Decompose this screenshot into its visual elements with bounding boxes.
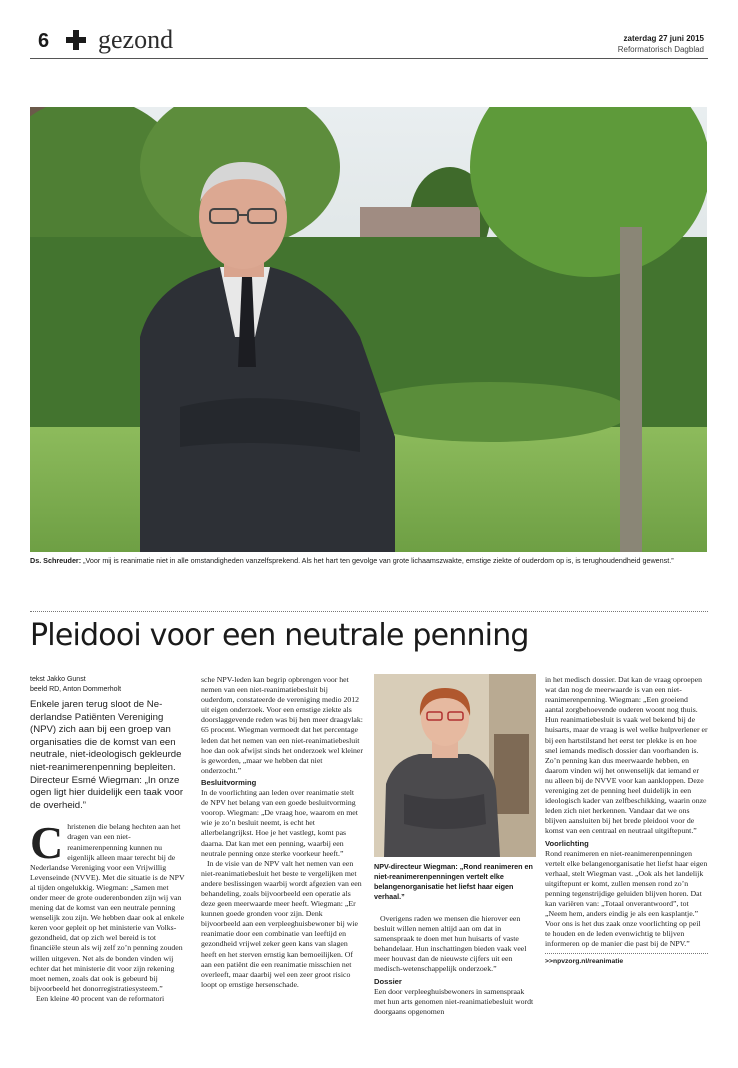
drop-cap: C — [30, 817, 64, 869]
column-2 — [201, 675, 363, 990]
subheading-besluitvorming: Besluitvorming — [201, 777, 257, 787]
column-1 — [30, 675, 186, 1004]
paragraph: In de visie van de NPV valt het nemen van een niet-reanimatiebesluit het beste te vergelijken met andere beslissingen waarbij wordt afgezien van een behandeling, zoals bijvoorbeeld een operatie als deze geen meerwaarde meer heeft. Wiegman: „Er kunnen goede gronden voor zijn. Denk bijvoorbeeld aan een verpleeghuisbewoner bij wie reanimatie door een combinatie van leeftijd en gezondheid vrijwel zeker geen kans van slagen heeft en het sterven ernstig kan bemoeilijken. Of aan een patiënt die een reanimatie misschien net overleeft, maar daarbij wel een zeer groot risico loopt op ernstige hersenschade. — [201, 858, 362, 989]
paragraph: hristenen die belang hechten aan het dragen van een niet-reanimerenpenning kunnen nu eigenlijk alleen maar terecht bij de Nederlandse Vereniging voor een Vrijwillig Levenseinde (NVVE). Met die situatie is de NPV al tijden ongelukkig. Wiegman: „Samen met onder meer de grote ouderenbonden zijn wij van mening dat de komst van een neutrale penning wenselijk zou zijn. We hebben daar ook al enkele keren voor gepleit op het ministerie van Volksgezondheid, dat op zich wel bereid is tot financiële steun als wij zelf zo’n penning zouden willen uitgeven. Net als de bonden vinden wij echter dat het ministerie dit voor zijn rekening moet nemen, zoals dat ook is gebeurd bij bijvoorbeeld het donorregistratiesysteem.” — [30, 822, 185, 993]
article-headline: Pleidooi voor een neutrale penning — [30, 618, 529, 653]
photo-caption — [30, 556, 708, 566]
plus-icon — [66, 30, 86, 50]
issue-date: zaterdag 27 juni 2015 — [623, 34, 704, 43]
portrait-photo — [374, 674, 536, 857]
page-number: 6 — [38, 30, 50, 52]
paragraph: Een kleine 40 procent van de reformatori — [36, 993, 165, 1003]
website-link[interactable]: >>npvzorg.nl/reanimatie — [545, 957, 624, 965]
paragraph: sche NPV-leden kan begrip opbrengen voor het nemen van een niet-reanimatiebesluit bij ouderdom, constateerde de vereniging medio 2012 uit eigen onderzoek. Voor een ernstige ziekte als doorslaggevende reden was bij hen meer draagvlak: 65 procent. Wiegman vermoedt dat het percentage leden dat het nemen van een niet-reanimatiebesluit hoe dan ook afwijst sinds het onderzoek wel kleiner is geworden, „maar we hebben dat niet onderzocht.” — [201, 675, 363, 775]
subheading-voorlichting: Voorlichting — [545, 838, 589, 848]
paragraph: In de voorlichting aan leden over reanimatie stelt de NPV het belang van een goede besluitvorming voorop. Wiegman: „De vraag hoe, waarom en met wie je zo’n besluit neemt, is echt het allerbelangrijkst. Hoe je het vastlegt, komt pas daarna. Dat kan met een penning, waarbij een neutrale penning onze sterke voorkeur heeft.” — [201, 788, 358, 858]
caption-speaker: Ds. Schreuder: — [30, 556, 82, 565]
caption-text: „Voor mij is reanimatie niet in alle omstandigheden vanzelfsprekend. Als het hart ten gevolge van grote lichaamszwakte, emstige ziekte of ouderdom op is, is terughoudendheid gewenst.” — [81, 556, 674, 565]
column-3 — [374, 914, 537, 1017]
main-photo — [30, 107, 707, 552]
paragraph: Rond reanimeren en niet-reanimerenpenningen vertelt elke belangenorganisatie het liefst haar eigen verhaal, stelt Wiegman vast. „Ook als het landelijk uitgiftepunt er komt, zullen mensen rond zo’n penning tegenstrijdige geluiden blijven horen. Dat kan variëren van: „Totaal onverantwoord”, tot „Neem hem, anders eindig je als een kasplantje.” Voor ons is het dus zaak onze voorlichting op peil te houden en de leden evenwichtig te blijven informeren op de manier die past bij de NPV.” — [545, 848, 708, 949]
section-divider — [30, 611, 708, 612]
paragraph: in het medisch dossier. Dat kan de vraag oproepen wat dan nog de meerwaarde is van een niet-reanimerenpenning. Wiegman: „Een groeiend aantal zorgbehoevende ouderen woont nog thuis. Hun reanimatiebesluit is vaak wel bekend bij de huisarts, maar de vraag is wel welke hulpverlener er bij een hartstilstand het eerst ter plekke is en hoe snel iemands medisch dossier dan voorhanden is. Zo’n penning kan dus meerwaarde hebben, en daarom vinden wij het onwenselijk dat iemand er nu alleen bij de NVVE voor kan aankloppen. Deze vereniging zet de penning heel duidelijk in een ideologisch kader van zelfbeschikking, waarin onze leden zich niet herkennen. Vandaar dat we ons blijven aansluiten bij het brede pleidooi voor de komst van een centraal en neutraal uitgiftepunt.” — [545, 675, 708, 836]
credit-image: beeld RD, Anton Dommerholt — [30, 686, 122, 693]
header-rule — [30, 58, 708, 59]
section-title: gezond — [98, 25, 174, 54]
credit-text: tekst Jakko Gunst — [30, 676, 86, 683]
portrait-caption: NPV-directeur Wiegman: „Rond reanimeren en niet-reanimerenpenningen vertelt elke belangenorganisatie het liefst haar eigen verhaal.” — [374, 862, 533, 901]
article-intro: Enkele jaren terug sloot de Nederlandse Patiënten Vereniging (NPV) zich aan bij een groep van organisaties die de komst van een neutrale, niet-ideologisch gekleurde niet-reanimerenpenning bepleiten. Directeur Esmé Wiegman: „In onze ogen ligt hier duidelijk een taak voor de overheid.” — [30, 699, 184, 811]
wiegman-portrait-illustration — [374, 674, 536, 857]
link-box — [545, 953, 708, 967]
paragraph: Overigens raden we mensen die hierover een besluit willen nemen altijd aan om dat in samenspraak te doen met hun huisarts of vaste behandelaar. Hun inschattingen bieden vaak veel meer houvast dan de nieuwste cijfers uit een medisch-wetenschappelijk onderzoek.” — [374, 914, 527, 974]
column-1-body — [30, 817, 186, 1004]
subheading-dossier: Dossier — [374, 976, 402, 986]
newspaper-name: Reformatorisch Dagblad — [617, 45, 704, 54]
paragraph: Een door verpleeghuisbewoners in samenspraak met hun arts genomen niet-reanimatiebesluit wordt doorgaans opgenomen — [374, 986, 534, 1016]
column-4 — [545, 675, 708, 967]
garden-portrait-illustration — [30, 107, 707, 552]
